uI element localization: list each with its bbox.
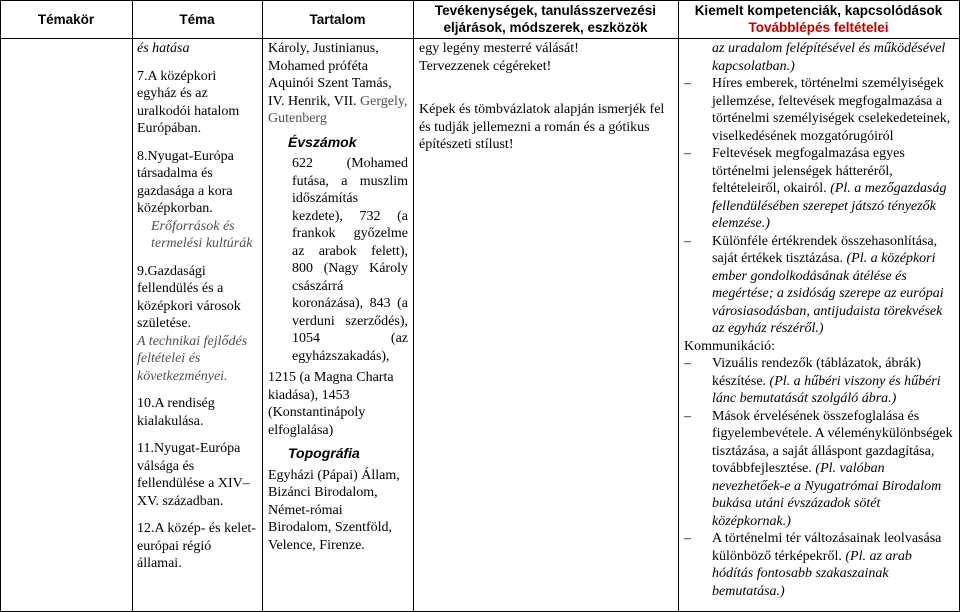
kompetencia-item <box>684 408 954 531</box>
column-divider <box>413 0 414 612</box>
kompetencia-example: (Pl. az arab hódítás fontosabb szakaszainak bemutatása.) <box>712 548 912 599</box>
tema-continued: és hatása <box>137 41 190 56</box>
tartalom-column <box>268 40 408 554</box>
tevekenyseg-epiteszet: Képek és tömbvázlatok alapján ismerjék fel és tudják jellemezni a román és a gótikus építészeti stílust! <box>419 102 665 152</box>
header-tevekenysegek-line1: Tevékenységek, tanulásszervezési <box>434 3 657 18</box>
column-divider <box>0 0 1 612</box>
kompetencia-text: Vizuális rendezők (táblázatok, ábrák) készítése. <box>712 356 922 389</box>
table-border-top <box>0 0 960 1</box>
tevekenysegek-column <box>419 40 671 154</box>
kompetencia-item <box>684 233 954 338</box>
evszamok-list-cont: 1215 (a Magna Charta kiadása), 1453 (Konstantinápoly elfoglalása) <box>268 370 394 438</box>
column-divider <box>678 0 679 612</box>
header-tevekenysegek <box>413 2 678 36</box>
kompetencia-text: A történelmi tér változásainak leolvasása különböző térképekről. <box>712 531 942 564</box>
kompetencia-text: Mások érvelésének összefoglalása és figyelembevétele. A véleménykülönbségek tisztázása, a saját álláspont gazdagítása, továbbfejlesztése. <box>712 408 953 476</box>
tema-8: 8.Nyugat-Európa társadalma és gazdasága a kora középkorban. <box>137 148 234 216</box>
header-tevekenysegek-line2: eljárások, módszerek, eszközök <box>443 20 648 35</box>
tema-9-sub: A technikai fejlődés feltételei és következményei. <box>137 333 248 384</box>
header-tartalom: Tartalom <box>309 12 366 27</box>
tevekenyseg-line1: egy legény mesterré válását! <box>419 41 579 56</box>
tema-12: 12.A közép- és kelet-európai régió államai. <box>137 521 256 571</box>
kompetencia-example: (Pl. a mezőgazdaság fellendülésében szerepet játszó tényezők elemzése.) <box>712 181 947 231</box>
tartalom-names-gray: Gergely, Gutenberg <box>268 93 408 126</box>
kompetencia-item: – Híres emberek, történelmi személyiségek jellemzése, feltevések megfogalmazása a történelmi személyiségek cselekedeteinek, viselkedésének mozgatórugóiról <box>684 75 954 145</box>
header-tema: Téma <box>179 12 215 27</box>
tema-10: 10.A rendiség kialakulása. <box>137 396 215 429</box>
topografia-heading: Topográfia <box>288 445 360 461</box>
kompetenciak-column <box>684 40 954 600</box>
tema-8-sub: Erőforrások és termelési kultúrák <box>151 218 253 251</box>
tema-11: 11.Nyugat-Európa válsága és fellendülése a XIV–XV. században. <box>137 441 250 509</box>
kompetencia-item <box>684 355 954 408</box>
evszamok-heading: Évszámok <box>288 133 357 150</box>
header-temakor: Témakör <box>37 12 95 27</box>
tema-9: 9.Gazdasági fellendülés és a középkori városok születése. <box>137 263 241 331</box>
header-tovabblepes: Továbblépés feltételei <box>748 20 889 35</box>
column-divider <box>262 0 263 612</box>
kompetencia-item <box>684 145 954 233</box>
kompetencia-text: Különféle értékrendek összehasonlítása, saját értékek tisztázása. <box>712 233 938 266</box>
tartalom-names-dark: Károly, Justinianus, Mohamed próféta Aquinói Szent Tamás, IV. Henrik, VII. <box>268 41 392 109</box>
kommunikacio-heading: Kommunikáció: <box>684 338 775 354</box>
column-divider <box>132 0 133 612</box>
kompetencia-example: (Pl. a középkori ember gondolkodásának átélése és megértése; a zsidóság szerepe az európai városiasodásban, antijudaista törekvések az egyház részéről.) <box>712 251 944 336</box>
kompetencia-example: (Pl. valóban nevezhetőek-e a Nyugatrómai Birodalom bukása utáni évszázadok sötét középkornak.) <box>712 461 942 529</box>
header-divider <box>0 38 960 39</box>
header-kompetenciak <box>678 2 959 36</box>
tartalom-names <box>268 40 408 128</box>
kompetencia-item <box>684 530 954 600</box>
tevekenyseg-line2: Tervezzenek cégéreket! <box>419 58 552 74</box>
kompetencia-example: (Pl. a hűbéri viszony és hűbéri lánc bemutatását szolgáló ábra.) <box>712 373 941 406</box>
evszamok-list: 622 (Mohamed futása, a muszlim időszámítás kezdete), 732 (a frankok győzelme az arabok felett), 800 (Nagy Károly császárrá koronázása), 843 (a verduni szerződés), 1054 (az egyházszakadás), <box>292 156 408 364</box>
header-kompetenciak-line1: Kiemelt kompetenciák, kapcsolódások <box>694 3 943 18</box>
kompetencia-intro: az uradalom felépítésével és működésével kapcsolatban.) <box>712 41 946 74</box>
topografia-list: Egyházi (Pápai) Állam, Bizánci Birodalom, Német-római Birodalom, Szentföld, Velence, Firenze. <box>268 467 400 553</box>
tema-column <box>137 40 259 573</box>
tema-7: 7.A középkori egyház és az uralkodói hatalom Európában. <box>137 68 240 136</box>
kompetencia-text: Feltevések megfogalmazása egyes történelmi jelenségek hátteréről, feltételeiről, okairól. <box>712 146 905 196</box>
